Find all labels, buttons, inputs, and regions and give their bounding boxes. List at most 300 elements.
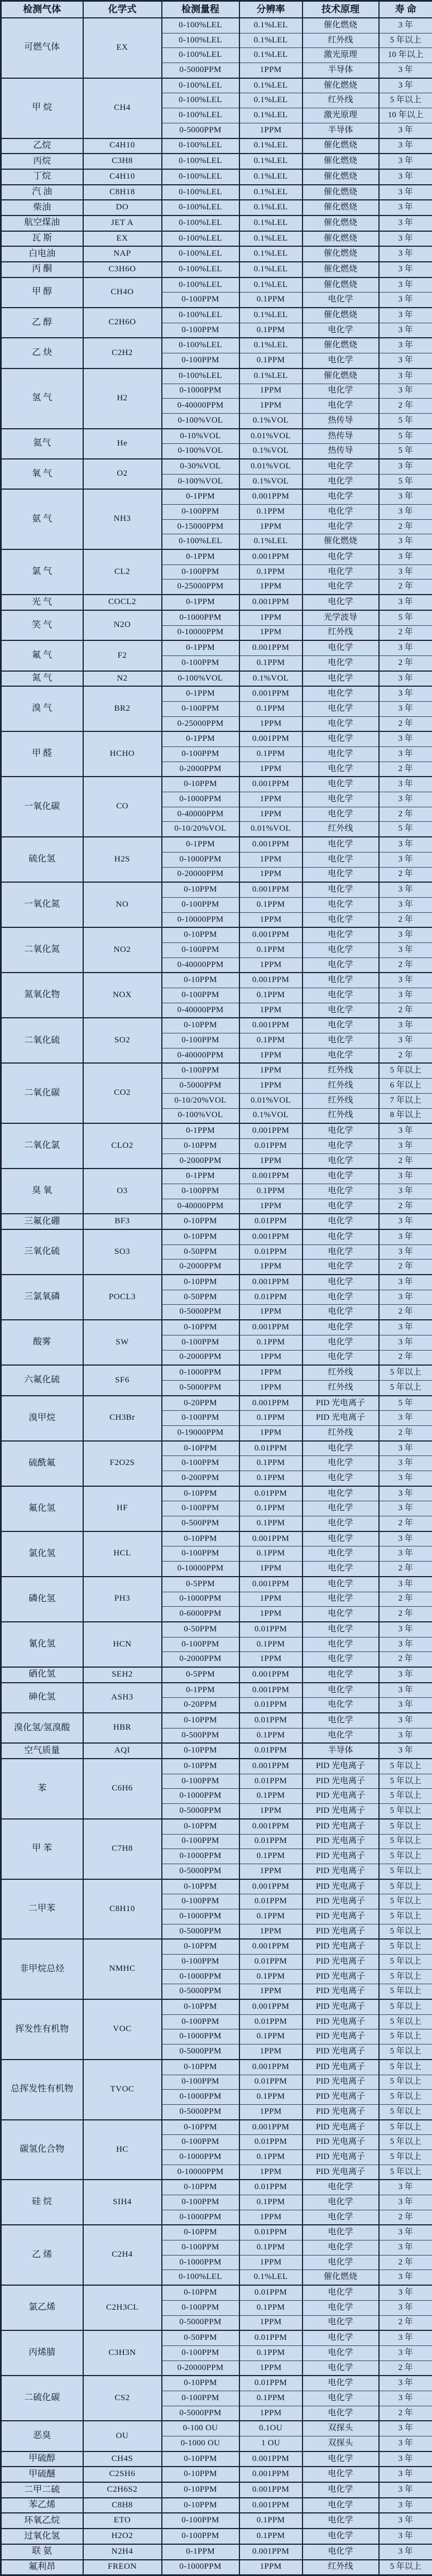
lifespan-cell: 2 年 <box>379 1652 432 1667</box>
principle-cell: 红外线 <box>303 1365 379 1380</box>
range-cell: 0-10PPM <box>162 2482 239 2498</box>
principle-cell: PID 光电离子 <box>303 2135 379 2150</box>
resolution-cell: 0.001PPM <box>239 1169 303 1184</box>
range-cell: 0-5000PPM <box>162 1804 239 1819</box>
table-row <box>1 671 432 687</box>
resolution-cell: 0.1PPM <box>239 505 303 520</box>
range-cell: 0-1PPM <box>162 1123 239 1138</box>
lifespan-cell: 3 年 <box>379 308 432 323</box>
range-cell: 0-2000PPM <box>162 1652 239 1667</box>
range-cell: 0-5000PPM <box>162 123 239 138</box>
resolution-cell: 0.01PPM <box>239 2180 303 2195</box>
table-row <box>1 185 432 200</box>
principle-cell: 电化学 <box>303 927 379 942</box>
resolution-cell: 1PPM <box>239 1562 303 1577</box>
principle-cell: PID 光电离子 <box>303 2120 379 2135</box>
lifespan-cell: 5 年以上 <box>379 33 432 48</box>
range-cell: 0-2000PPM <box>162 1350 239 1365</box>
resolution-cell: 0.1%LEL <box>239 368 303 384</box>
principle-cell: 电化学 <box>303 2240 379 2256</box>
formula-cell: C8H18 <box>83 185 162 200</box>
range-cell: 0-1000PPM <box>162 1789 239 1804</box>
principle-cell: 电化学 <box>303 1199 379 1214</box>
range-cell: 0-1PPM <box>162 1683 239 1698</box>
range-cell: 0-40000PPM <box>162 807 239 822</box>
lifespan-cell: 5 年 <box>379 610 432 625</box>
resolution-cell: 1PPM <box>239 625 303 640</box>
principle-cell: 电化学 <box>303 747 379 762</box>
principle-cell: PID 光电离子 <box>303 1804 379 1819</box>
lifespan-cell: 5 年以上 <box>379 2029 432 2044</box>
range-cell: 0-100PPM <box>162 2345 239 2360</box>
range-cell: 0-40000PPM <box>162 957 239 973</box>
table-row <box>1 489 432 504</box>
range-cell: 0-5000PPM <box>162 1380 239 1395</box>
table-row <box>1 138 432 154</box>
lifespan-cell: 3 年 <box>379 1275 432 1290</box>
formula-cell: C2H4 <box>83 2225 162 2285</box>
resolution-cell: 1PPM <box>239 1063 303 1078</box>
principle-cell: 催化燃烧 <box>303 368 379 384</box>
range-cell: 0-1000PPM <box>162 1592 239 1607</box>
range-cell: 0-10PPM <box>162 1138 239 1153</box>
resolution-cell: 1PPM <box>239 1260 303 1275</box>
gas-name-cell: 一氧化碳 <box>1 777 83 837</box>
resolution-cell: 0.1PPM <box>239 701 303 716</box>
principle-cell: PID 光电离子 <box>303 1411 379 1426</box>
principle-cell: PID 光电离子 <box>303 1819 379 1834</box>
principle-cell: 电化学 <box>303 988 379 1003</box>
range-cell: 0-1000PPM <box>162 2090 239 2105</box>
table-row <box>1 1320 432 1335</box>
gas-name-cell: 氮 气 <box>1 671 83 687</box>
resolution-cell: 0.1%VOL <box>239 671 303 687</box>
lifespan-cell: 2 年 <box>379 1562 432 1577</box>
formula-cell: C4H10 <box>83 138 162 154</box>
principle-cell: 电化学 <box>303 640 379 655</box>
resolution-cell: 1PPM <box>239 399 303 414</box>
lifespan-cell: 5 年以上 <box>379 2090 432 2105</box>
resolution-cell: 1PPM <box>239 2165 303 2180</box>
lifespan-cell: 3 年 <box>379 1138 432 1153</box>
formula-cell: NO2 <box>83 927 162 973</box>
lifespan-cell: 5 年以上 <box>379 2014 432 2029</box>
range-cell: 0-10PPM <box>162 777 239 792</box>
range-cell: 0-10PPM <box>162 882 239 897</box>
gas-name-cell: 二甲二硫 <box>1 2482 83 2498</box>
lifespan-cell: 6 年以上 <box>379 1079 432 1094</box>
principle-cell: 电化学 <box>303 2300 379 2315</box>
formula-cell: ETO <box>83 2513 162 2529</box>
principle-cell: 电化学 <box>303 384 379 399</box>
lifespan-cell: 3 年 <box>379 2285 432 2300</box>
principle-cell: 电化学 <box>303 1622 379 1637</box>
table-row <box>1 338 432 353</box>
table-row <box>1 368 432 384</box>
resolution-cell: 0.1PPM <box>239 1516 303 1531</box>
principle-cell: 电化学 <box>303 1033 379 1048</box>
resolution-cell: 0.1PPM <box>239 1335 303 1350</box>
range-cell: 0-100%LEL <box>162 2270 239 2285</box>
principle-cell: 红外线 <box>303 625 379 640</box>
lifespan-cell: 3 年 <box>379 988 432 1003</box>
resolution-cell: 0.1PPM <box>239 2195 303 2210</box>
gas-name-cell: 白电油 <box>1 246 83 262</box>
lifespan-cell: 2 年 <box>379 1305 432 1320</box>
resolution-cell: 0.001PPM <box>239 2482 303 2498</box>
resolution-cell: 0.1PPM <box>239 655 303 671</box>
table-row <box>1 2285 432 2300</box>
lifespan-cell: 3 年 <box>379 1713 432 1728</box>
resolution-cell: 1PPM <box>239 852 303 867</box>
resolution-cell: 0.01PPM <box>239 2330 303 2345</box>
range-cell: 0-5000PPM <box>162 63 239 78</box>
principle-cell: 热传导 <box>303 444 379 459</box>
resolution-cell: 0.1%LEL <box>239 154 303 169</box>
resolution-cell: 1PPM <box>239 1804 303 1819</box>
resolution-cell: 0.1PPM <box>239 2513 303 2529</box>
resolution-cell: 0.001PPM <box>239 1759 303 1774</box>
resolution-cell: 1PPM <box>239 912 303 927</box>
principle-cell: 电化学 <box>303 1577 379 1592</box>
resolution-cell: 0.01%VOL <box>239 459 303 474</box>
principle-cell: 电化学 <box>303 2255 379 2270</box>
range-cell: 0-100PPM <box>162 1335 239 1350</box>
principle-cell: 红外线 <box>303 2560 379 2575</box>
principle-cell: 电化学 <box>303 2451 379 2467</box>
principle-cell: 电化学 <box>303 2330 379 2345</box>
resolution-cell: 0.1%LEL <box>239 534 303 549</box>
principle-cell: 电化学 <box>303 1667 379 1683</box>
principle-cell: 电化学 <box>303 2225 379 2240</box>
range-cell: 0-5000PPM <box>162 1984 239 1999</box>
lifespan-cell: 3 年 <box>379 2240 432 2256</box>
formula-cell: SEH2 <box>83 1667 162 1683</box>
principle-cell: 红外线 <box>303 1093 379 1108</box>
principle-cell: 电化学 <box>303 399 379 414</box>
principle-cell: PID 光电离子 <box>303 2014 379 2029</box>
range-cell: 0-100PPM <box>162 1501 239 1516</box>
range-cell: 0-100PPM <box>162 1033 239 1048</box>
range-cell: 0-40000PPM <box>162 1003 239 1018</box>
table-row <box>1 154 432 169</box>
principle-cell: PID 光电离子 <box>303 1834 379 1849</box>
gas-name-cell: 二甲苯 <box>1 1879 83 1940</box>
table-row <box>1 2513 432 2529</box>
principle-cell: 电化学 <box>303 2498 379 2513</box>
resolution-cell: 0.01PPM <box>239 2225 303 2240</box>
resolution-cell: 0.01PPM <box>239 1486 303 1501</box>
table-row <box>1 2180 432 2195</box>
range-cell: 0-100%LEL <box>162 48 239 63</box>
lifespan-cell: 5 年以上 <box>379 1365 432 1380</box>
range-cell: 0-10PPM <box>162 1743 239 1759</box>
principle-cell: 红外线 <box>303 93 379 108</box>
gas-name-cell: 酸雾 <box>1 1320 83 1365</box>
lifespan-cell: 3 年 <box>379 897 432 912</box>
principle-cell: 半导体 <box>303 1743 379 1759</box>
formula-cell: SIH4 <box>83 2180 162 2225</box>
lifespan-cell: 3 年 <box>379 549 432 564</box>
lifespan-cell: 3 年 <box>379 1184 432 1199</box>
header-row <box>1 1 432 18</box>
principle-cell: 电化学 <box>303 701 379 716</box>
resolution-cell: 1PPM <box>239 1652 303 1667</box>
gas-name-cell: 甲硫醚 <box>1 2467 83 2482</box>
resolution-cell: 1PPM <box>239 1984 303 1999</box>
range-cell: 0-100%LEL <box>162 78 239 93</box>
resolution-cell: 0.1%LEL <box>239 48 303 63</box>
gas-name-cell: 乙烷 <box>1 138 83 154</box>
range-cell: 0-1000PPM <box>162 610 239 625</box>
principle-cell: 热传导 <box>303 413 379 428</box>
range-cell: 0-40000PPM <box>162 1048 239 1063</box>
range-cell: 0-100%LEL <box>162 277 239 293</box>
range-cell: 0-100PPM <box>162 2240 239 2256</box>
principle-cell: PID 光电离子 <box>303 1984 379 1999</box>
table-row <box>1 1622 432 1637</box>
resolution-cell: 0.01PPM <box>239 2135 303 2150</box>
principle-cell: PID 光电离子 <box>303 1939 379 1954</box>
lifespan-cell: 3 年 <box>379 262 432 277</box>
lifespan-cell: 7 年以上 <box>379 1093 432 1108</box>
range-cell: 0-100%LEL <box>162 138 239 154</box>
lifespan-cell: 3 年 <box>379 2498 432 2513</box>
formula-cell: CL2 <box>83 549 162 595</box>
formula-cell: HCHO <box>83 731 162 777</box>
range-cell: 0-10PPM <box>162 2376 239 2391</box>
gas-name-cell: 氢 气 <box>1 368 83 429</box>
resolution-cell: 0.01PPM <box>239 1698 303 1713</box>
table-row <box>1 882 432 897</box>
resolution-cell: 0.1%LEL <box>239 33 303 48</box>
principle-cell: 激光原理 <box>303 108 379 123</box>
principle-cell: 电化学 <box>303 1698 379 1713</box>
principle-cell: PID 光电离子 <box>303 2075 379 2090</box>
lifespan-cell: 2 年 <box>379 2210 432 2225</box>
lifespan-cell: 3 年 <box>379 2330 432 2345</box>
lifespan-cell: 5 年以上 <box>379 1063 432 1078</box>
principle-cell: 电化学 <box>303 1562 379 1577</box>
formula-cell: N2H4 <box>83 2544 162 2560</box>
formula-cell: CS2 <box>83 2376 162 2421</box>
range-cell: 0-5000PPM <box>162 2104 239 2119</box>
lifespan-cell: 2 年 <box>379 807 432 822</box>
principle-cell: PID 光电离子 <box>303 1924 379 1939</box>
table-row <box>1 1577 432 1592</box>
principle-cell: 电化学 <box>303 323 379 338</box>
principle-cell: 电化学 <box>303 1169 379 1184</box>
lifespan-cell: 3 年 <box>379 1169 432 1184</box>
lifespan-cell: 2 年 <box>379 1003 432 1018</box>
range-cell: 0-10PPM <box>162 1999 239 2014</box>
resolution-cell: 0.1PPM <box>239 2090 303 2105</box>
range-cell: 0-20000PPM <box>162 2360 239 2376</box>
resolution-cell: 0.001PPM <box>239 2544 303 2560</box>
range-cell: 0-10PPM <box>162 2285 239 2300</box>
table-row <box>1 1819 432 1834</box>
resolution-cell: 0.001PPM <box>239 1999 303 2014</box>
principle-cell: 催化燃烧 <box>303 78 379 93</box>
range-cell: 0-10PPM <box>162 1229 239 1244</box>
principle-cell: PID 光电离子 <box>303 1969 379 1984</box>
principle-cell: 红外线 <box>303 1079 379 1094</box>
range-cell: 0-100PPM <box>162 2529 239 2544</box>
gas-name-cell: 氮氧化物 <box>1 973 83 1018</box>
principle-cell: 电化学 <box>303 1683 379 1698</box>
formula-cell: DO <box>83 200 162 216</box>
lifespan-cell: 5 年 <box>379 429 432 444</box>
principle-cell: PID 光电离子 <box>303 1879 379 1894</box>
lifespan-cell: 3 年 <box>379 353 432 368</box>
resolution-cell: 1PPM <box>239 1380 303 1395</box>
resolution-cell: 0.001PPM <box>239 1123 303 1138</box>
table-row <box>1 2498 432 2513</box>
lifespan-cell: 5 年以上 <box>379 1909 432 1924</box>
range-cell: 0-100PPM <box>162 1894 239 1909</box>
gas-name-cell: 乙 醇 <box>1 308 83 338</box>
lifespan-cell: 2 年 <box>379 2255 432 2270</box>
resolution-cell: 0.001PPM <box>239 549 303 564</box>
resolution-cell: 0.1%LEL <box>239 108 303 123</box>
table-row <box>1 78 432 93</box>
resolution-cell: 1PPM <box>239 1350 303 1365</box>
lifespan-cell: 5 年 <box>379 444 432 459</box>
lifespan-cell: 3 年 <box>379 2225 432 2240</box>
principle-cell: 电化学 <box>303 973 379 988</box>
range-cell: 0-100PPM <box>162 988 239 1003</box>
range-cell: 0-50PPM <box>162 1244 239 1260</box>
lifespan-cell: 3 年 <box>379 747 432 762</box>
resolution-cell: 1PPM <box>239 2360 303 2376</box>
gas-name-cell: 苯 <box>1 1759 83 1819</box>
resolution-cell: 0.1%LEL <box>239 231 303 247</box>
resolution-cell: 1PPM <box>239 2406 303 2421</box>
range-cell: 0-19000PPM <box>162 1425 239 1440</box>
principle-cell: 电化学 <box>303 686 379 701</box>
range-cell: 0-50PPM <box>162 2330 239 2345</box>
range-cell: 0-100PPM <box>162 1184 239 1199</box>
table-row <box>1 2544 432 2560</box>
formula-cell: HF <box>83 1486 162 1531</box>
resolution-cell: 0.001PPM <box>239 2120 303 2135</box>
range-cell: 0-20000PPM <box>162 867 239 882</box>
resolution-cell: 0.1PPM <box>239 353 303 368</box>
range-cell: 0-10PPM <box>162 2498 239 2513</box>
resolution-cell: 1PPM <box>239 1003 303 1018</box>
range-cell: 0-30%VOL <box>162 459 239 474</box>
resolution-cell: 1PPM <box>239 792 303 807</box>
table-row <box>1 1214 432 1229</box>
gas-name-cell: 甲 醇 <box>1 277 83 308</box>
formula-cell: C3H8 <box>83 154 162 169</box>
lifespan-cell: 3 年 <box>379 1531 432 1546</box>
range-cell: 0-10PPM <box>162 2467 239 2482</box>
principle-cell: 催化燃烧 <box>303 2270 379 2285</box>
principle-cell: 红外线 <box>303 1063 379 1078</box>
gas-name-cell: 柴油 <box>1 200 83 216</box>
range-cell: 0-20PPM <box>162 1698 239 1713</box>
principle-cell: 电化学 <box>303 2406 379 2421</box>
lifespan-cell: 3 年 <box>379 231 432 247</box>
range-cell: 0-1000PPM <box>162 2560 239 2575</box>
lifespan-cell: 5 年以上 <box>379 2135 432 2150</box>
formula-cell: NH3 <box>83 489 162 549</box>
principle-cell: 电化学 <box>303 716 379 731</box>
resolution-cell: 0.1%LEL <box>239 18 303 33</box>
resolution-cell: 0.001PPM <box>239 927 303 942</box>
formula-cell: CH4S <box>83 2451 162 2467</box>
principle-cell: 电化学 <box>303 671 379 687</box>
principle-cell: PID 光电离子 <box>303 1396 379 1411</box>
principle-cell: 电化学 <box>303 519 379 534</box>
resolution-cell: 1PPM <box>239 2210 303 2225</box>
lifespan-cell: 3 年 <box>379 2436 432 2451</box>
table-row <box>1 2421 432 2436</box>
range-cell: 0-5000PPM <box>162 1305 239 1320</box>
resolution-cell: 0.001PPM <box>239 1320 303 1335</box>
resolution-cell: 0.001PPM <box>239 2498 303 2513</box>
resolution-cell: 0.1%LEL <box>239 2270 303 2285</box>
principle-cell: 电化学 <box>303 792 379 807</box>
lifespan-cell: 3 年 <box>379 2467 432 2482</box>
lifespan-cell: 2 年 <box>379 2406 432 2421</box>
table-row <box>1 2120 432 2135</box>
principle-cell: 电化学 <box>303 2210 379 2225</box>
lifespan-cell: 5 年以上 <box>379 2075 432 2090</box>
formula-cell: N2O <box>83 610 162 640</box>
range-cell: 0-10PPM <box>162 2225 239 2240</box>
gas-name-cell: 氟利昂 <box>1 2560 83 2575</box>
range-cell: 0-10PPM <box>162 1939 239 1954</box>
resolution-cell: 0.001PPM <box>239 777 303 792</box>
formula-cell: SO3 <box>83 1229 162 1275</box>
resolution-cell: 0.01PPM <box>239 1894 303 1909</box>
lifespan-cell: 2 年 <box>379 2360 432 2376</box>
lifespan-cell: 5 年以上 <box>379 1969 432 1984</box>
table-row <box>1 2225 432 2240</box>
range-cell: 0-10PPM <box>162 1214 239 1229</box>
range-cell: 0-1PPM <box>162 2544 239 2560</box>
gas-name-cell: 联 氨 <box>1 2544 83 2560</box>
resolution-cell: 0.001PPM <box>239 1819 303 1834</box>
principle-cell: 电化学 <box>303 2391 379 2406</box>
range-cell: 0-1000PPM <box>162 2029 239 2044</box>
formula-cell: C3H6O <box>83 262 162 277</box>
table-row <box>1 1063 432 1078</box>
gas-name-cell: 氟 气 <box>1 640 83 671</box>
lifespan-cell: 3 年 <box>379 138 432 154</box>
range-cell: 0-1000PPM <box>162 792 239 807</box>
range-cell: 0-100%LEL <box>162 534 239 549</box>
resolution-cell: 0.001PPM <box>239 882 303 897</box>
principle-cell: 电化学 <box>303 1184 379 1199</box>
lifespan-cell: 3 年 <box>379 293 432 308</box>
range-cell: 0-10PPM <box>162 2180 239 2195</box>
range-cell: 0-100%LEL <box>162 185 239 200</box>
range-cell: 0-100PPM <box>162 2195 239 2210</box>
formula-cell: CH4O <box>83 277 162 308</box>
lifespan-cell: 3 年 <box>379 2513 432 2529</box>
table-row <box>1 429 432 444</box>
range-cell: 0-1PPM <box>162 549 239 564</box>
lifespan-cell: 3 年 <box>379 246 432 262</box>
resolution-cell: 1PPM <box>239 2560 303 2575</box>
lifespan-cell: 3 年 <box>379 505 432 520</box>
resolution-cell: 0.01PPM <box>239 2285 303 2300</box>
resolution-cell: 1PPM <box>239 1079 303 1094</box>
resolution-cell: 0.01PPM <box>239 1834 303 1849</box>
